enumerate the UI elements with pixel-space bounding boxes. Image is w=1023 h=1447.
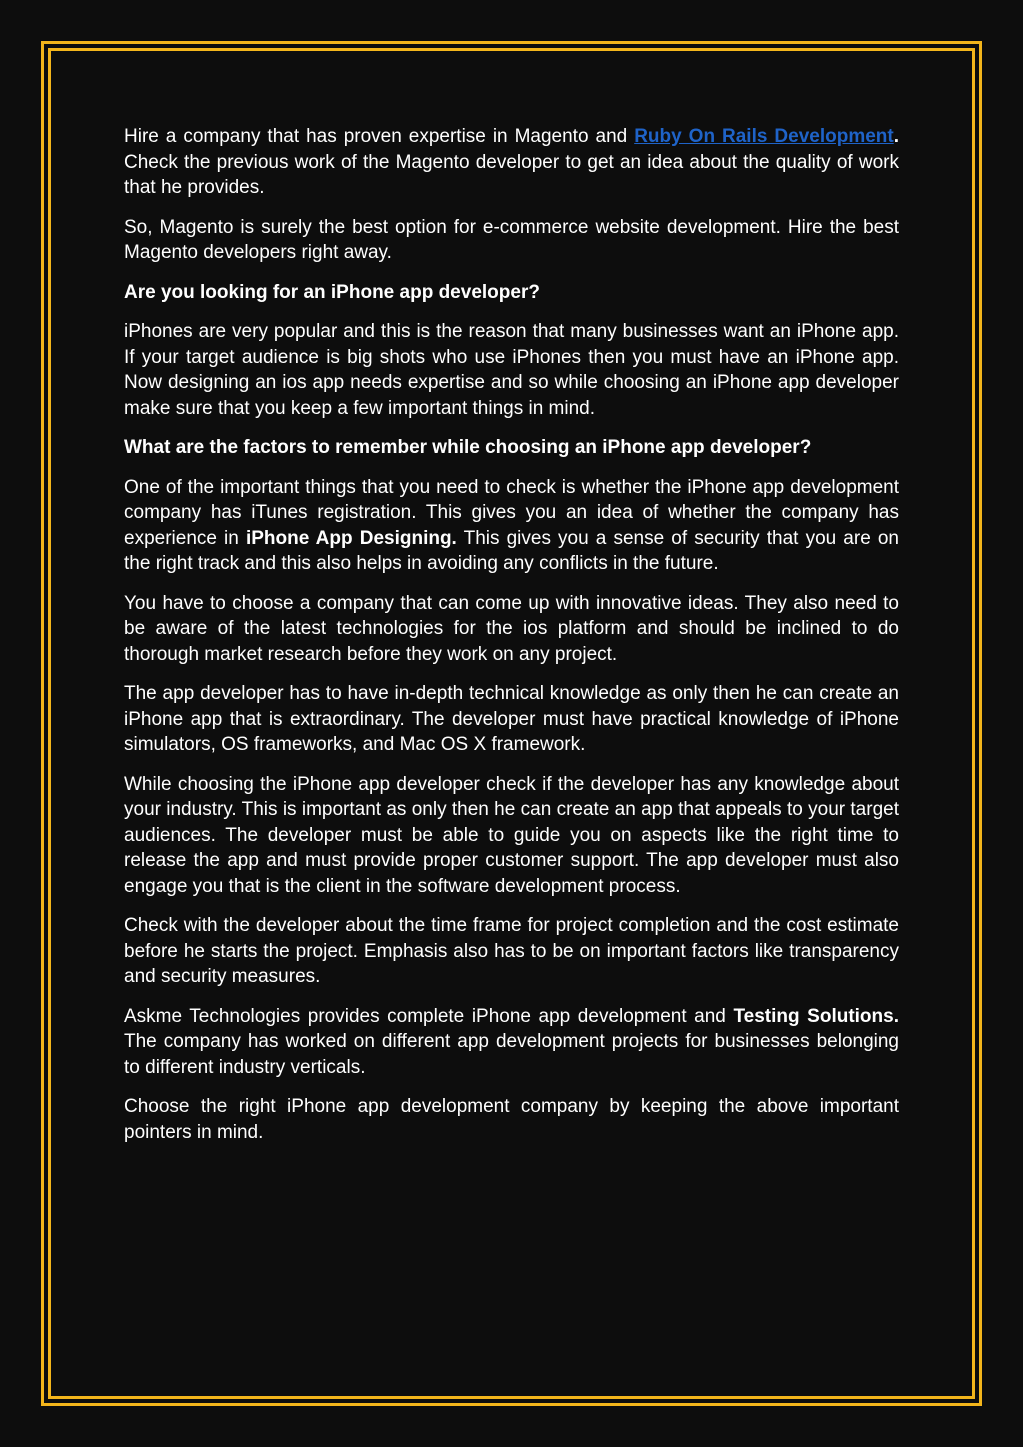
- itunes-text-continued: This gives you a sense of security that you are on the right track and this also helps in avoiding any conflicts in the future.: [124, 527, 899, 574]
- paragraph-itunes-registration: [124, 475, 899, 577]
- paragraph-askme: [124, 1004, 899, 1081]
- paragraph-innovative-ideas: You have to choose a company that can come up with innovative ideas. They also need to be aware of the latest technologies for the ios platform and should be inclined to do thorough market research before they work on any project.: [124, 592, 899, 665]
- document-body: [124, 124, 899, 1159]
- itunes-text: One of the important things that you need to check is whether the iPhone app development company has iTunes registration. This gives you an idea of whether the company has experience in: [124, 476, 899, 549]
- paragraph-technical-knowledge: The app developer has to have in-depth technical knowledge as only then he can create an iPhone app that is extraordinary. The developer must have practical knowledge of iPhone simulators, OS frameworks, and Mac OS X framework.: [124, 683, 899, 755]
- heading-iphone-developer: Are you looking for an iPhone app developer?: [124, 281, 540, 303]
- paragraph-magento-summary: So, Magento is surely the best option for e-commerce website development. Hire the best Magento developers right away.: [124, 216, 899, 263]
- askme-text: Askme Technologies provides complete iPhone app development and: [124, 1005, 734, 1027]
- iphone-app-designing-text: iPhone App Designing.: [245, 527, 457, 549]
- ruby-on-rails-link[interactable]: Ruby On Rails Development: [634, 126, 894, 147]
- paragraph-conclusion: Choose the right iPhone app development company by keeping the above important pointers in mind.: [124, 1096, 899, 1143]
- heading-factors: What are the factors to remember while choosing an iPhone app developer?: [124, 437, 812, 458]
- paragraph-industry-knowledge: While choosing the iPhone app developer check if the developer has any knowledge about your industry. This is important as only then he can create an app that appeals to your target audiences. The developer must be able to guide you on aspects like the right time to release the app and must provide proper customer support. The app developer must also engage you that is the client in the software development process.: [124, 773, 899, 897]
- intro-period: .: [893, 126, 899, 147]
- testing-solutions-text: Testing Solutions.: [733, 1005, 899, 1027]
- paragraph-iphone-popularity: iPhones are very popular and this is the reason that many businesses want an iPhone app. If your target audience is big shots who use iPhones then you must have an iPhone app. Now designing an ios app needs expertise and so while choosing an iPhone app developer make sure that you keep a few important things in mind.: [124, 321, 899, 419]
- paragraph-time-frame: Check with the developer about the time frame for project completion and the cost estimate before he starts the project. Emphasis also has to be on important factors like transparency and security measures.: [124, 915, 899, 987]
- askme-text-continued: The company has worked on different app development projects for businesses belonging to different industry verticals.: [124, 1031, 899, 1078]
- paragraph-intro: [124, 124, 899, 201]
- intro-text: Hire a company that has proven expertise in Magento and: [124, 126, 635, 147]
- intro-text-continued: Check the previous work of the Magento developer to get an idea about the quality of work that he provides.: [124, 151, 899, 198]
